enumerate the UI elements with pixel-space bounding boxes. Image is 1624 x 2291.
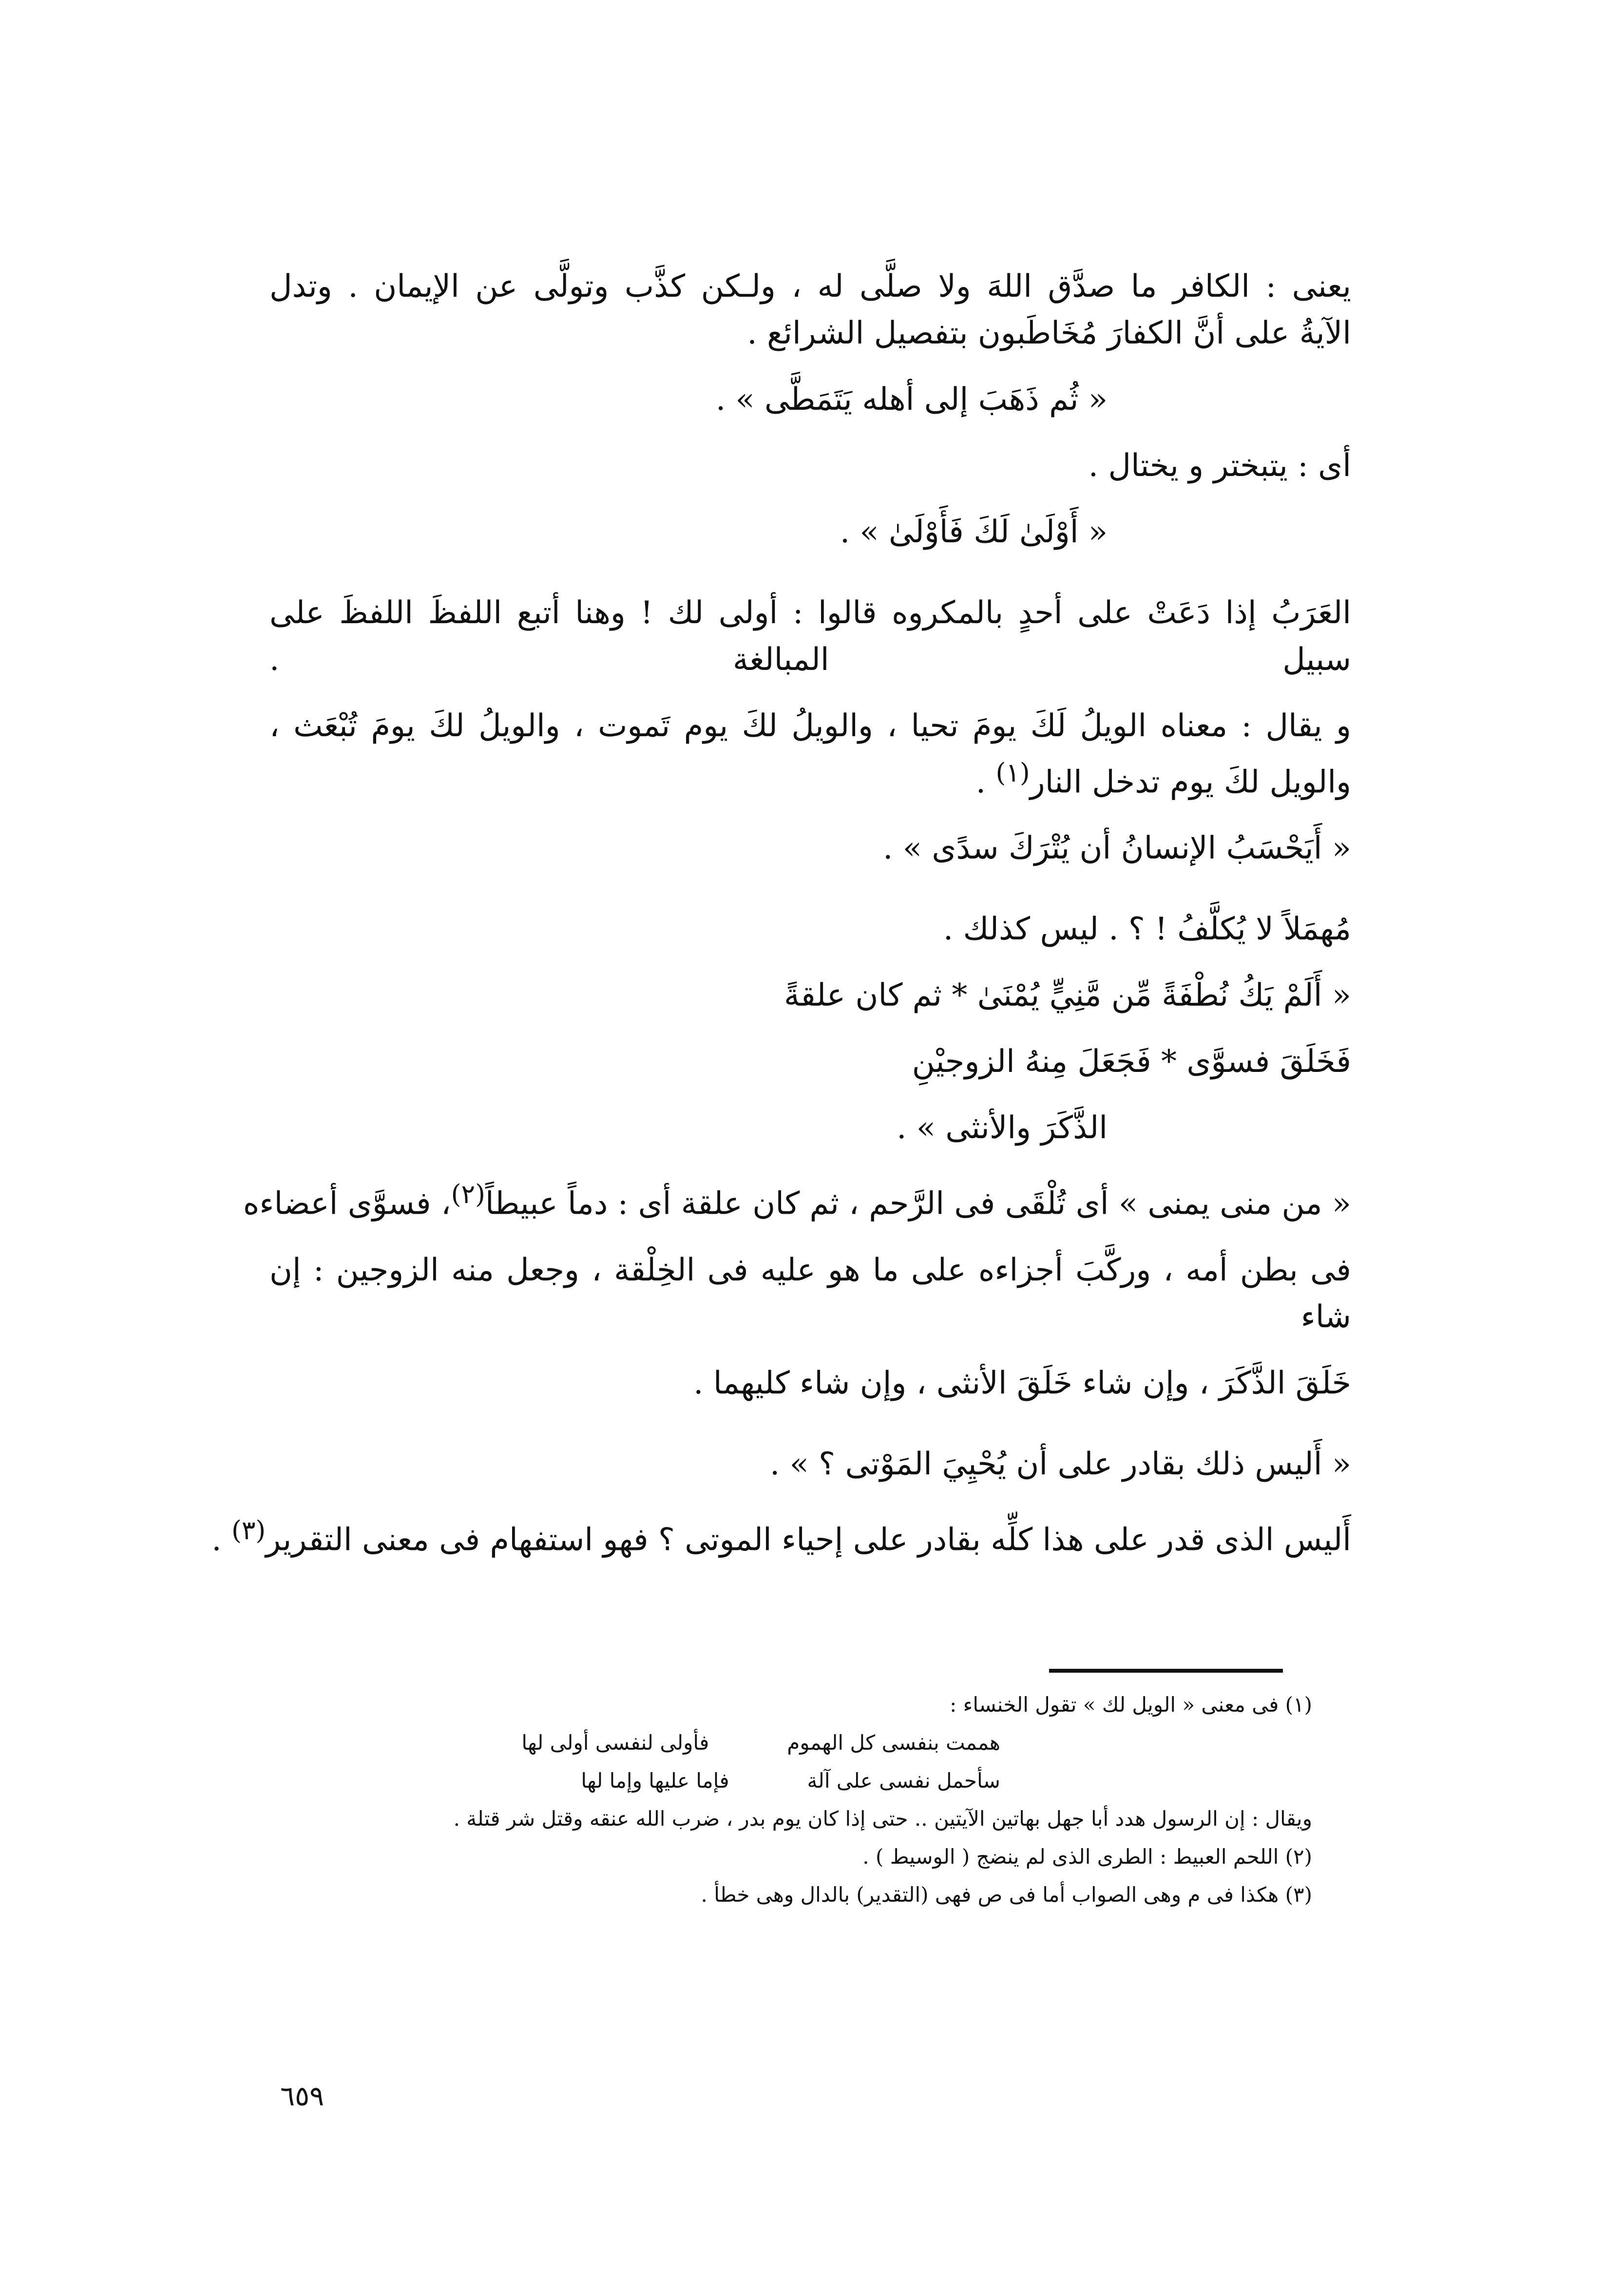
footnote-separator [1049,1669,1283,1673]
footnote-marker: (٢) [451,1179,485,1210]
poem-hemistich: فإما عليها وإما لها [581,1769,729,1793]
text-line: خَلَقَ الذَّكَرَ ، وإن شاء خَلَقَ الأنثى ، وإن شاء كليهما . [693,1365,1351,1401]
text-segment: والويل لكَ يوم تدخل النار [1030,764,1351,801]
text-segment: أَليس الذى قدر على هذا كلِّه بقادر على إحياء الموتى ؟ فهو استفهام فى معنى التقرير [266,1521,1351,1558]
quran-verse: « ثُم ذَهَبَ إلى أهله يَتَمَطَّى » . [715,382,1108,418]
text-line: فى بطن أمه ، وركَّبَ أجزاءه على ما هو عليه فى الخِلْقة ، وجعل منه الزوجين : إن شاء [269,1252,1351,1335]
poem-hemistich: فأولى لنفسى أولى لها [521,1731,709,1755]
quran-verse: « أَلَمْ يَكُ نُطْفَةً مِّن مَّنِيٍّ يُمْنَىٰ * ثم كان علقةً [783,977,1351,1014]
text-line [243,1171,1351,1227]
text-segment: ، فسوَّى أعضاءه [243,1185,451,1222]
footnote-1: (١) فى معنى « الويل لك » تقول الخنساء : [950,1693,1312,1717]
page-number: ٦٥٩ [280,2081,325,2112]
quran-verse: « أَيَحْسَبُ الإنسانُ أن يُتْرَكَ سدًى » . [883,830,1351,867]
poem-verse [260,1762,1312,1800]
text-line: أَليس الذى قدر على هذا كلِّه بقادر على إحياء الموتى ؟ فهو استفهام فى معنى التقرير$^{(٣)}$ . [211,1514,1351,1558]
quran-verse: فَخَلَقَ فسوَّى * فَجَعَلَ مِنهُ الزوجيْنِ [912,1044,1351,1080]
quran-verse: « أَليس ذلك بقادر على أن يُحْيِيَ المَوْتى ؟ » . [769,1446,1351,1482]
footnote-marker: (١) [995,757,1030,788]
text-segment: « من منى يمنى » أى تُلْقَى فى الرَّحم ، ثم كان علقة أى : دماً عبيطاً [485,1185,1351,1222]
text-line: أى : يتبختر و يختال . [1088,448,1351,484]
text-line: الآيةُ على أنَّ الكفارَ مُخَاطَبون بتفصيل الشرائع . [747,315,1351,351]
footnote-marker: (٣) [231,1514,266,1546]
text-line: والويل لكَ يوم تدخل النار$^{(١)}$ . [975,757,1351,801]
text-line: العَرَبُ إذا دَعَتْ على أحدٍ بالمكروه قالوا : أولى لك ! وهنا أتبع اللفظَ اللفظَ على سبيل المبالغة . [269,595,1351,678]
footnote-3: (٣) هكذا فى م وهى الصواب أما فى ص فهى (التقدير) بالدال وهى خطأ . [701,1883,1312,1907]
quran-verse: الذَّكَرَ والأنثى » . [897,1110,1108,1146]
footnotes [260,1686,1312,1914]
text-line: و يقال : معناه الويلُ لَكَ يومَ تحيا ، والويلُ لكَ يوم تَموت ، والويلُ لكَ يومَ تُبْعَث ، [269,708,1351,744]
main-text [211,263,1351,1563]
quran-verse: « أَوْلَىٰ لَكَ فَأَوْلَىٰ » . [840,514,1108,550]
footnote-2: (٢) اللحم العبيط : الطرى الذى لم ينضج ( الوسيط ) . [862,1845,1312,1869]
poem-hemistich: سأحمل نفسى على آلة [807,1769,1000,1793]
footnote-1-note: ويقال : إن الرسول هدد أبا جهل بهاتين الآيتين .. حتى إذا كان يوم بدر ، ضرب الله عنقه وقتل شر قتلة . [453,1807,1312,1831]
poem-hemistich: هممت بنفسى كل الهموم [787,1731,1000,1755]
text-line: مُهمَلاً لا يُكلَّفُ ! ؟ . ليس كذلك . [943,911,1351,948]
poem-verse [260,1724,1312,1762]
text-line: يعنى : الكافر ما صدَّق اللهَ ولا صلَّى له ، ولـكن كذَّب وتولَّى عن الإيمان . وتدل [269,268,1351,305]
